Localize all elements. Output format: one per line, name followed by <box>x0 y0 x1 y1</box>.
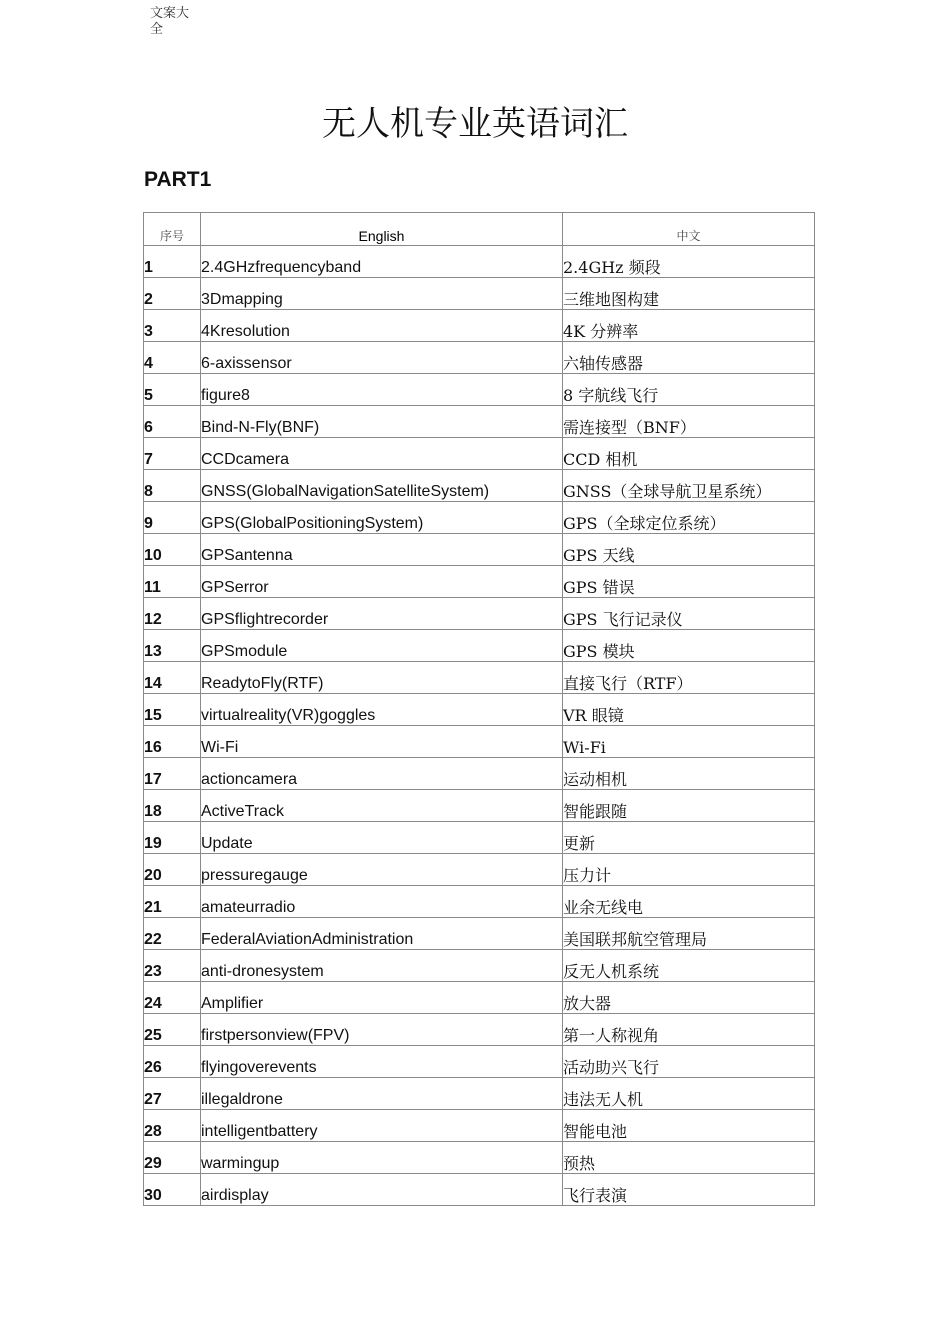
chinese-term-cell <box>563 534 815 566</box>
chinese-term: Wi-Fi <box>563 738 606 757</box>
chinese-term-cell <box>563 1046 815 1078</box>
row-number-cell <box>144 854 201 886</box>
table-body <box>144 246 815 1206</box>
chinese-term-cell <box>563 566 815 598</box>
row-number-cell <box>144 758 201 790</box>
chinese-term: 反无人机系统 <box>563 962 660 981</box>
english-term-cell <box>201 374 563 406</box>
chinese-term-cell <box>563 1110 815 1142</box>
chinese-term-cell <box>563 342 815 374</box>
table-row <box>144 694 815 726</box>
english-term-cell <box>201 1078 563 1110</box>
table-row <box>144 1174 815 1206</box>
row-number: 9 <box>144 515 153 532</box>
row-number: 22 <box>144 931 162 948</box>
english-term: figure8 <box>201 387 250 404</box>
row-number: 10 <box>144 547 162 564</box>
english-term: GPS(GlobalPositioningSystem) <box>201 515 424 532</box>
english-term-cell <box>201 662 563 694</box>
table-row <box>144 438 815 470</box>
table-row <box>144 406 815 438</box>
chinese-term: 运动相机 <box>563 770 628 789</box>
english-term: 4Kresolution <box>201 323 290 340</box>
chinese-term: 2.4GHz 频段 <box>563 258 661 277</box>
chinese-term-cell <box>563 822 815 854</box>
chinese-term: 违法无人机 <box>563 1090 644 1109</box>
english-term-cell <box>201 310 563 342</box>
english-term-cell <box>201 566 563 598</box>
row-number: 15 <box>144 707 162 724</box>
table-row <box>144 534 815 566</box>
english-term: amateurradio <box>201 899 296 916</box>
row-number: 13 <box>144 643 162 660</box>
row-number-cell <box>144 502 201 534</box>
row-number-cell <box>144 726 201 758</box>
chinese-term: 预热 <box>563 1154 596 1173</box>
table-row <box>144 342 815 374</box>
english-term: actioncamera <box>201 771 298 788</box>
row-number-cell <box>144 1110 201 1142</box>
table-row <box>144 374 815 406</box>
english-term: GNSS(GlobalNavigationSatelliteSystem) <box>201 483 490 500</box>
row-number: 18 <box>144 803 162 820</box>
english-term-cell <box>201 1014 563 1046</box>
chinese-term-cell <box>563 1078 815 1110</box>
row-number: 17 <box>144 771 162 788</box>
row-number-cell <box>144 886 201 918</box>
english-term: GPSflightrecorder <box>201 611 329 628</box>
column-header-number <box>144 213 201 246</box>
table-row <box>144 950 815 982</box>
chinese-term-cell <box>563 598 815 630</box>
part-heading: PART1 <box>144 168 212 191</box>
english-term-cell <box>201 886 563 918</box>
row-number: 11 <box>144 579 161 596</box>
english-term-cell <box>201 438 563 470</box>
chinese-term: 业余无线电 <box>563 898 644 917</box>
table-row <box>144 1078 815 1110</box>
row-number-cell <box>144 1174 201 1206</box>
english-term-cell <box>201 726 563 758</box>
row-number: 25 <box>144 1027 162 1044</box>
english-term-cell <box>201 278 563 310</box>
row-number-cell <box>144 406 201 438</box>
english-term-cell <box>201 406 563 438</box>
row-number: 6 <box>144 419 153 436</box>
row-number: 19 <box>144 835 162 852</box>
english-term: anti-dronesystem <box>201 963 324 980</box>
row-number-cell <box>144 342 201 374</box>
chinese-term: GPS 飞行记录仪 <box>563 610 683 629</box>
english-term-cell <box>201 950 563 982</box>
chinese-term: 8 字航线飞行 <box>563 386 659 405</box>
chinese-term: 放大器 <box>563 994 612 1013</box>
chinese-term: 六轴传感器 <box>563 354 644 373</box>
row-number-cell <box>144 1078 201 1110</box>
table-row <box>144 790 815 822</box>
row-number-cell <box>144 374 201 406</box>
column-header-number-label: 序号 <box>159 229 184 243</box>
english-term: ActiveTrack <box>201 803 284 820</box>
english-term: GPSerror <box>201 579 269 596</box>
english-term-cell <box>201 502 563 534</box>
chinese-term: GPS 错误 <box>563 578 635 597</box>
table-row <box>144 502 815 534</box>
column-header-chinese-label: 中文 <box>676 229 701 243</box>
english-term: Wi-Fi <box>201 739 239 756</box>
row-number: 21 <box>144 899 162 916</box>
chinese-term-cell <box>563 854 815 886</box>
english-term-cell <box>201 598 563 630</box>
english-term-cell <box>201 630 563 662</box>
chinese-term-cell <box>563 502 815 534</box>
table-row <box>144 822 815 854</box>
row-number: 7 <box>144 451 153 468</box>
row-number: 23 <box>144 963 162 980</box>
row-number: 20 <box>144 867 162 884</box>
chinese-term: 需连接型（BNF） <box>563 418 696 437</box>
chinese-term: 飞行表演 <box>563 1186 628 1205</box>
english-term: Bind-N-Fly(BNF) <box>201 419 320 436</box>
english-term-cell <box>201 1142 563 1174</box>
row-number-cell <box>144 630 201 662</box>
table-row <box>144 1014 815 1046</box>
table-row <box>144 598 815 630</box>
table-row <box>144 1142 815 1174</box>
chinese-term-cell <box>563 982 815 1014</box>
table-header-row <box>144 213 815 246</box>
vocabulary-table <box>143 212 815 1206</box>
column-header-english <box>201 213 563 246</box>
english-term-cell <box>201 694 563 726</box>
english-term-cell <box>201 918 563 950</box>
row-number: 14 <box>144 675 162 692</box>
english-term: ReadytoFly(RTF) <box>201 675 324 692</box>
chinese-term-cell <box>563 374 815 406</box>
row-number: 4 <box>144 355 153 372</box>
english-term-cell <box>201 1110 563 1142</box>
table-row <box>144 566 815 598</box>
english-term-cell <box>201 246 563 278</box>
english-term: FederalAviationAdministration <box>201 931 414 948</box>
header-watermark-text: 文案大全 <box>150 6 190 37</box>
table-row <box>144 662 815 694</box>
chinese-term: GPS 天线 <box>563 546 635 565</box>
english-term: flyingoverevents <box>201 1059 317 1076</box>
english-term-cell <box>201 822 563 854</box>
table-row <box>144 854 815 886</box>
column-header-english-label: English <box>358 228 405 244</box>
english-term: firstpersonview(FPV) <box>201 1027 350 1044</box>
english-term-cell <box>201 1046 563 1078</box>
english-term-cell <box>201 758 563 790</box>
table-row <box>144 758 815 790</box>
chinese-term: GPS 模块 <box>563 642 635 661</box>
table-row <box>144 246 815 278</box>
table-header <box>144 213 815 246</box>
row-number: 28 <box>144 1123 162 1140</box>
english-term-cell <box>201 342 563 374</box>
table-row <box>144 1110 815 1142</box>
chinese-term: GNSS（全球导航卫星系统） <box>563 482 772 501</box>
row-number-cell <box>144 278 201 310</box>
chinese-term-cell <box>563 726 815 758</box>
table-row <box>144 278 815 310</box>
row-number-cell <box>144 1046 201 1078</box>
row-number-cell <box>144 1014 201 1046</box>
chinese-term: 压力计 <box>563 866 612 885</box>
row-number-cell <box>144 438 201 470</box>
table-row <box>144 918 815 950</box>
chinese-term-cell <box>563 790 815 822</box>
chinese-term-cell <box>563 630 815 662</box>
row-number-cell <box>144 982 201 1014</box>
row-number: 8 <box>144 483 153 500</box>
chinese-term-cell <box>563 1014 815 1046</box>
english-term: CCDcamera <box>201 451 290 468</box>
chinese-term-cell <box>563 470 815 502</box>
table-row <box>144 630 815 662</box>
table-row <box>144 310 815 342</box>
row-number-cell <box>144 950 201 982</box>
row-number-cell <box>144 566 201 598</box>
chinese-term-cell <box>563 1142 815 1174</box>
chinese-term-cell <box>563 406 815 438</box>
english-term: 6-axissensor <box>201 355 292 372</box>
english-term: Update <box>201 835 253 852</box>
english-term: Amplifier <box>201 995 264 1012</box>
english-term-cell <box>201 470 563 502</box>
chinese-term-cell <box>563 950 815 982</box>
english-term-cell <box>201 790 563 822</box>
row-number-cell <box>144 822 201 854</box>
row-number: 24 <box>144 995 162 1012</box>
table-row <box>144 726 815 758</box>
chinese-term: 美国联邦航空管理局 <box>563 930 708 949</box>
english-term-cell <box>201 982 563 1014</box>
english-term: intelligentbattery <box>201 1123 318 1140</box>
row-number-cell <box>144 662 201 694</box>
row-number: 16 <box>144 739 162 756</box>
table-row <box>144 886 815 918</box>
chinese-term-cell <box>563 694 815 726</box>
english-term: GPSmodule <box>201 643 288 660</box>
chinese-term: 直接飞行（RTF） <box>563 674 693 693</box>
chinese-term: VR 眼镜 <box>563 706 624 725</box>
document-title: 无人机专业英语词汇 <box>322 104 628 144</box>
chinese-term: CCD 相机 <box>563 450 638 469</box>
row-number-cell <box>144 694 201 726</box>
chinese-term-cell <box>563 310 815 342</box>
column-header-chinese <box>563 213 815 246</box>
chinese-term-cell <box>563 438 815 470</box>
row-number: 27 <box>144 1091 162 1108</box>
english-term: airdisplay <box>201 1187 269 1204</box>
row-number: 12 <box>144 611 162 628</box>
english-term: GPSantenna <box>201 547 293 564</box>
chinese-term: 更新 <box>563 834 596 853</box>
table-row <box>144 470 815 502</box>
english-term: 3Dmapping <box>201 291 283 308</box>
chinese-term-cell <box>563 886 815 918</box>
chinese-term-cell <box>563 918 815 950</box>
chinese-term-cell <box>563 662 815 694</box>
row-number-cell <box>144 598 201 630</box>
chinese-term-cell <box>563 246 815 278</box>
english-term: pressuregauge <box>201 867 308 884</box>
chinese-term: 活动助兴飞行 <box>563 1058 660 1077</box>
english-term-cell <box>201 854 563 886</box>
english-term: warmingup <box>201 1155 280 1172</box>
chinese-term: GPS（全球定位系统） <box>563 514 726 533</box>
row-number-cell <box>144 470 201 502</box>
table-row <box>144 982 815 1014</box>
row-number-cell <box>144 1142 201 1174</box>
english-term: illegaldrone <box>201 1091 283 1108</box>
chinese-term: 智能跟随 <box>563 802 628 821</box>
row-number: 5 <box>144 387 153 404</box>
row-number: 1 <box>144 259 153 276</box>
row-number-cell <box>144 310 201 342</box>
english-term-cell <box>201 534 563 566</box>
english-term: 2.4GHzfrequencyband <box>201 259 362 276</box>
table-row <box>144 1046 815 1078</box>
row-number: 29 <box>144 1155 162 1172</box>
chinese-term: 智能电池 <box>563 1122 628 1141</box>
chinese-term: 第一人称视角 <box>563 1026 660 1045</box>
english-term-cell <box>201 1174 563 1206</box>
chinese-term: 4K 分辨率 <box>563 322 639 341</box>
chinese-term-cell <box>563 758 815 790</box>
row-number: 3 <box>144 323 153 340</box>
row-number-cell <box>144 246 201 278</box>
chinese-term-cell <box>563 278 815 310</box>
english-term: virtualreality(VR)goggles <box>201 707 376 724</box>
row-number: 30 <box>144 1187 162 1204</box>
row-number-cell <box>144 790 201 822</box>
row-number: 2 <box>144 291 153 308</box>
chinese-term-cell <box>563 1174 815 1206</box>
row-number: 26 <box>144 1059 162 1076</box>
row-number-cell <box>144 534 201 566</box>
chinese-term: 三维地图构建 <box>563 290 660 309</box>
row-number-cell <box>144 918 201 950</box>
